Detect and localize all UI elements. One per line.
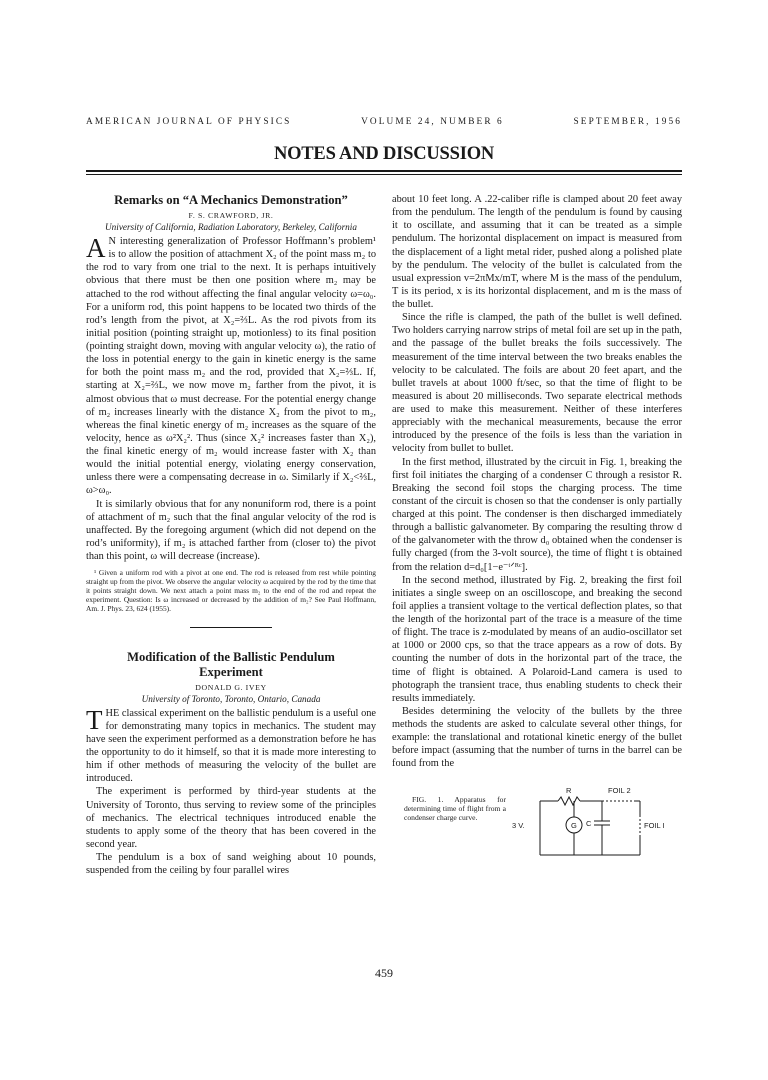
issue-date: SEPTEMBER, 1956: [573, 117, 682, 127]
label-foil-1: FOIL I: [644, 820, 665, 830]
article2-paragraph: The pendulum is a box of sand weighing about 10 pounds, suspended from the ceiling by four parallel wires: [86, 852, 376, 877]
circuit-diagram: [510, 783, 674, 865]
journal-name: AMERICAN JOURNAL OF PHYSICS: [86, 117, 292, 127]
article2-title-line1: Modification of the Ballistic Pendulum: [127, 649, 335, 664]
article2-paragraph: The experiment is performed by third-year students at the University of Toronto, thus serving to review some of the principles of mechanics. The electrical techniques introduced enable the students to apply some of the theory that has been covered in the second year.: [86, 786, 376, 850]
label-foil-2: FOIL 2: [608, 785, 631, 795]
article2-author: DONALD G. IVEY: [195, 682, 267, 692]
article1-paragraph-text: N interesting generalization of Professor Hoffmann’s problem¹ is to allow the position of attachment X₂ of the point mass m₂ to the rod to vary from one trial to the next. It is perhaps intuitively obvious that there must be then one position where m₂ may be attached to the rod without affecting the final angular velocity ω=ω₀. For a uniform rod, this point happens to be located two thirds of the rod’s length from the pivot, at X₂=⅔L. As the rod pivots from its initial position (pointing straight up, motionless) to its final position (pointing straight down, moving with angular velocity ω), the ratio of the loss in potential energy to the gain in kinetic energy is the same for both the point mass m₂ and the rod, provided that X₂=⅔L. If, starting at X₂=⅔L, we now move m₂ farther from the pivot, it is almost obvious that ω must decrease. For the potential energy change of m₂ increases linearly with the distance X₂ from the pivot to m₂, whereas the final kinetic energy of m₂ increases as the square of the velocity, hence as ω²X₂². Thus (since X₂² increases faster than X₂), the final kinetic energy of m₂ would increase faster with X₂ than would the initial potential energy, violating energy conservation, unless there were a compensating decrease in ω. Similarly if X₂<⅔L, ω>ω₀.: [86, 236, 376, 497]
article1-author: F. S. CRAWFORD, JR.: [188, 211, 274, 220]
article1-paragraph: [86, 235, 376, 498]
volume-number: VOLUME 24, NUMBER 6: [361, 117, 504, 127]
page-number: 459: [375, 966, 393, 980]
article1-affiliation: University of California, Radiation Laboratory, Berkeley, California: [105, 222, 357, 232]
article2-dropcap: T: [86, 704, 103, 735]
label-g: G: [571, 820, 577, 830]
running-head: [86, 117, 682, 127]
article2-affiliation: University of Toronto, Toronto, Ontario, Canada: [141, 693, 321, 704]
right-column: [392, 193, 682, 867]
left-column: [86, 193, 376, 877]
article2-title: [86, 650, 376, 680]
article1-footnote: ¹ Given a uniform rod with a pivot at one end. The rod is released from rest while pointing straight up from the pivot. We observe the angular velocity ω acquired by the rod by the time that it points straight down. We next attach a point mass m₂ to the end of the rod and repeat the experiment. Question: Is ω increased or decreased by the addition of m₂? See Paul Hoffmann, Am. J. Phys. 23, 624 (1955).: [86, 568, 376, 613]
article-separator: [190, 627, 272, 628]
article2-paragraph: about 10 feet long. A .22-caliber rifle is clamped about 20 feet away from the pendulum. The length of the pendulum is found by causing it to oscillate, and assuming that it can be treated as a simple pendulum. The horizontal displacement on impact is measured from the displacement of a light metal rider, pushed along a polished plate by the pendulum. The velocity of the bullet is calculated from the usual expression v=2πMx/mT, where M is the mass of the pendulum, T is its period, x is its horizontal displacement, and m is the mass of the bullet.: [392, 194, 682, 310]
article1-title: Remarks on “A Mechanics Demonstration”: [114, 193, 348, 207]
article2-title-line2: Experiment: [199, 664, 263, 679]
resistor-symbol: [558, 797, 580, 805]
section-title: NOTES AND DISCUSSION: [273, 144, 495, 164]
label-c: C: [586, 818, 592, 828]
article2-paragraph: Besides determining the velocity of the bullets by the three methods the students are asked to calculate several other things, for example: the translational and rotational kinetic energy of the bullet before impact (assuming that the number of turns in the barrel can be found from the: [392, 705, 682, 770]
article1-dropcap: A: [86, 233, 106, 263]
figure-1-caption: FIG. 1. Apparatus for determining time of flight from a condenser charge curve.: [404, 794, 506, 822]
figure-1: [392, 783, 682, 867]
article2-paragraph-text: HE classical experiment on the ballistic pendulum is a useful one for demonstrating many topics in mechanics. The student may have seen the experiment performed as a demonstration before he has the opportunity to do it himself, so that it is made more interesting to him if other methods of measuring the velocity of the bullet are introduced.: [86, 707, 376, 785]
title-rule-thick: [86, 170, 682, 172]
article2-paragraph: In the first method, illustrated by the circuit in Fig. 1, breaking the first foil initiates the charging of a condenser C through a resistor R. Breaking the second foil stops the charging process. The time constant of the circuit is chosen so that the condenser is only partially charged at this point. The condenser is then discharged immediately through a ballistic galvanometer. By comparing the resulting throw d of the galvanometer with the throw d₀ obtained when the condenser is fully charged (from the 3-volt source), the time of flight t is obtained from the relation d=d₀[1−e⁻ᵗᐟᴿᶜ].: [392, 456, 682, 573]
article2-paragraph: In the second method, illustrated by Fig. 2, breaking the first foil initiates a single sweep on an oscilloscope, and breaking the second foil applies a transient voltage to the vertical deflection plates, so that the length of the horizontal part of the trace is a measure of the time of flight. The trace is z-modulated by means of an audio-oscillator set at 1000 or 2000 cps, so that the trace appears as a row of dots. By counting the number of dots in the horizontal part of the trace, the time of flight is obtained. A Polaroid-Land camera is used to photograph the transient trace, thus enabling students to check their results immediately.: [392, 574, 682, 704]
label-3v: 3 V.: [512, 820, 525, 830]
article2-paragraph: [86, 704, 376, 786]
article1-paragraph: It is similarly obvious that for any nonuniform rod, there is a point of attachment of m₂ such that the final angular velocity of the rod is unaffected. By the foregoing argument (which did not depend on the rod’s uniformity), if m₂ is attached farther from (closer to) the pivot than this point, ω will decrease (increase).: [86, 498, 376, 562]
article2-paragraph: Since the rifle is clamped, the path of the bullet is well defined. Two holders carrying narrow strips of metal foil are set up in the path, and the passage of the bullet breaks the foils successively. The measurement of the time interval between the two breaks enables the velocity to be calculated. The foils are about 20 feet apart, and the bullet travels at about 1000 ft/sec, so that the time of flight to be measured is about 20 milliseconds. Two separate electrical methods are used to make this measurement. Neither of these interferes appreciably with the mechanical measurements, because the error introduced by the presence of the foils is less than the variation in velocity from bullet to bullet.: [392, 312, 682, 455]
title-rule-thin: [86, 174, 682, 175]
label-r: R: [566, 785, 572, 795]
